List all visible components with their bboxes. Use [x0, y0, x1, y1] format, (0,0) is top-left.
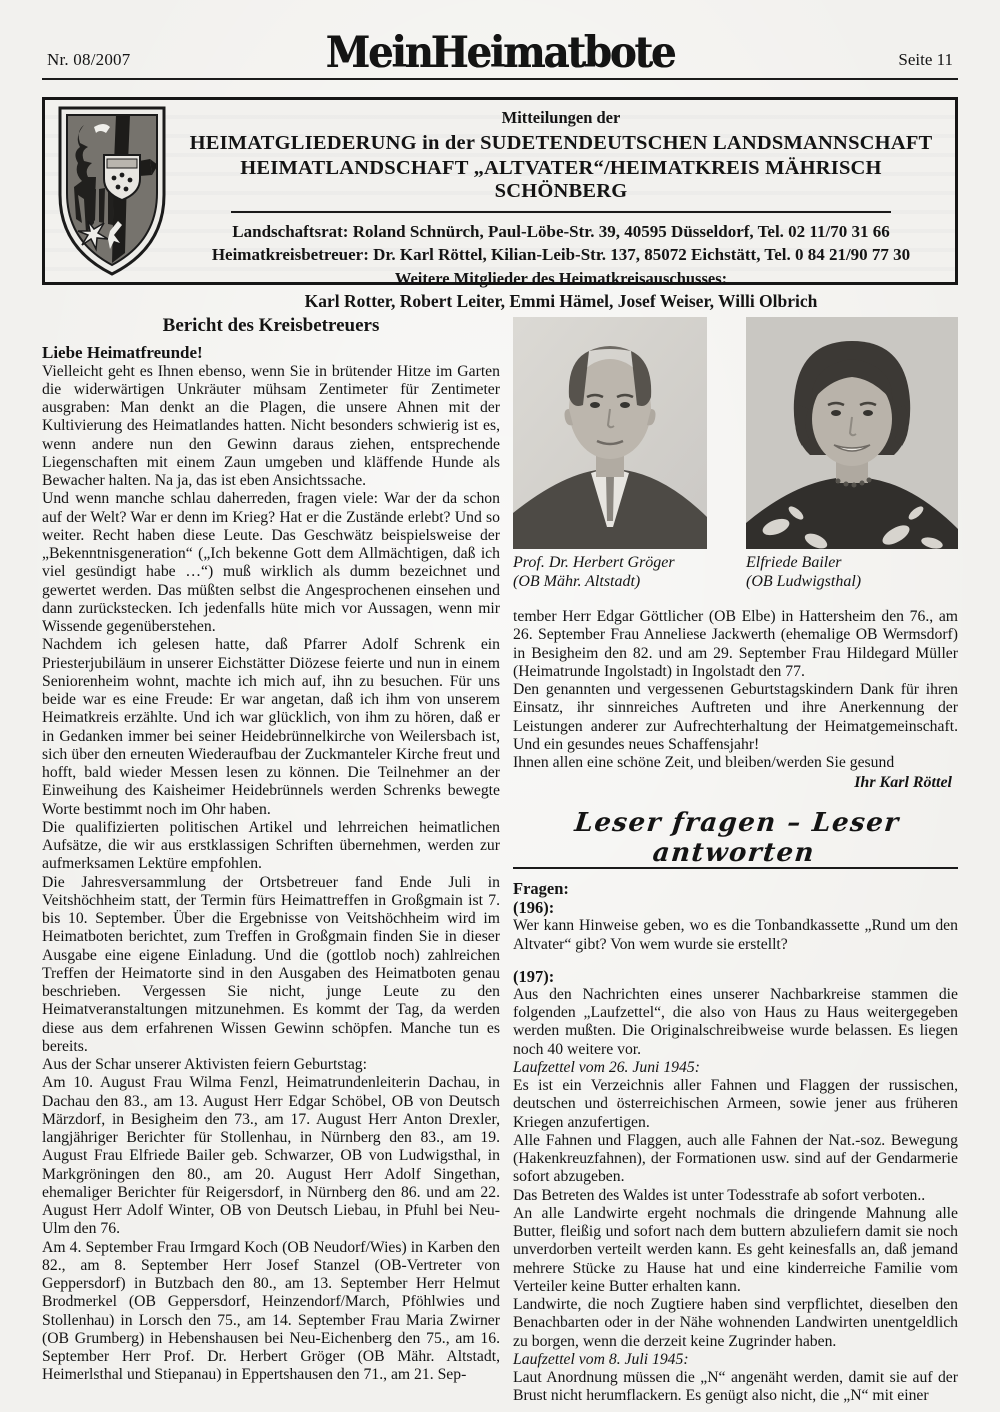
caption-bailer-name: Elfriede Bailer	[746, 554, 842, 571]
right-paragraph-thanks: Den genannten und vergessenen Geburtstagskindern Dank für ihren Einsatz, ihr sinnreiches Auftreten und ihre Anerkennung der Leistungen anderer zur Aufrechterhaltung der Heimatgemeinschaft. Und ein gesundes neues Schaffensjahr!	[513, 681, 958, 753]
laufzettel-1-paragraph: Alle Fahnen und Flaggen, auch alle Fahnen der Nat.-soz. Bewegung (Hakenkreuzfahnen), der Formationen usw. sind auf der Gendarmerie sofort abzugeben.	[513, 1131, 958, 1186]
right-column	[513, 315, 958, 1406]
laufzettel-1-label: Laufzettel vom 26. Juni 1945:	[513, 1058, 700, 1076]
laufzettel-2-paragraph: Laut Anordnung müssen die „N“ angenäht werden, damit sie auf der Brust nicht herumflackern. Es genügt also nicht, die „N“ mit einer	[513, 1369, 958, 1405]
info-members-list: Karl Rotter, Robert Leiter, Emmi Hämel, Josef Weiser, Willi Olbrich	[304, 291, 818, 311]
left-column	[42, 315, 500, 1406]
info-org-line2: HEIMATLANDSCHAFT „ALTVATER“/HEIMATKREIS MÄHRISCH SCHÖNBERG	[240, 157, 882, 202]
info-org-line1: HEIMATGLIEDERUNG in der SUDETENDEUTSCHEN LANDSMANNSCHAFT	[189, 132, 933, 154]
left-paragraph: Die Jahresversammlung der Ortsbetreuer fand Ende Juli in Veitshöchheim statt, der Termin fürs Heimattreffen in Großgmain ist 7. bis 10. September. Über die Ergebnisse von Veitshöchheim wird im Heimatboten berichtet, zum Treffen in Großgmain finden Sie in dieser Ausgabe eine eigene Einladung. Und die (gottlob noch) zahlreichen Treffen der Heimatorte sind in den Ausgaben des Heimatboten genau beschrieben. Vergessen Sie nicht, junge Leute zu den Heimatveranstaltungen mitzunehmen. Es kommt der Tag, da werden diese aus dem erfahrenen Wissen Gewinn schöpfen. Manche tun es bereits.	[42, 873, 500, 1055]
info-contact-heimatkreisbetreuer: Heimatkreisbetreuer: Dr. Karl Röttel, Kilian-Leib-Str. 137, 85072 Eichstätt, Tel. 0 84 21/90 77 30	[211, 245, 911, 264]
signature-karl-roettel: Ihr Karl Röttel	[854, 774, 952, 792]
association-info-box	[42, 97, 958, 311]
closing-line: Ihnen allen eine schöne Zeit, und bleiben/werden Sie gesund	[513, 754, 895, 771]
portrait-photo-bailer	[746, 317, 958, 549]
association-info-text	[173, 100, 955, 311]
left-paragraph: Die qualifizierten politischen Artikel und lehrreichen heimatlichen Aufsätze, die wir aus erstklassigen Schriften übernehmen, werden zur aufmerksamen Lektüre empfohlen.	[42, 818, 500, 873]
salutation: Liebe Heimatfreunde!	[42, 343, 203, 362]
left-paragraph-birthdays-september: Am 4. September Frau Irmgard Koch (OB Neudorf/Wies) in Karben den 82., am 8. September Herr Josef Stanzel (OB-Vertreter von Geppersdorf) in Butzbach den 80., am 13. September Herr Helmut Brodmerkel (OB Geppersdorf, Heinzendorf/March, Pföhlwies und Stollenhau) in Lorsch den 75., am 14. September Frau Maria Zwirner (OB Grumberg) in Hebenshausen bei Neu-Eichenberg den 75., am 16. September Herr Prof. Dr. Herbert Gröger (OB Mähr. Altstadt, Heimerlsthal und Stiepanau) in Eppertshausen den 71., am 21. Sep-	[42, 1238, 500, 1384]
left-paragraph-birthdays-intro: Aus der Schar unserer Aktivisten feiern Geburtstag:	[42, 1056, 367, 1073]
question-196-label: (196):	[513, 898, 555, 918]
laufzettel-1-paragraph: An alle Landwirte ergeht nochmals die dringende Mahnung alle Butter, fleißig und sofort nach dem buttern abzuliefern damit sie noch unverdorben verteilt werden kann. Es geht keinesfalls an, daß jemand mehrere Stücke zu Hause hat und eine kinderreiche Familie vom Verteiler keine Butter erhalten kann.	[513, 1204, 958, 1295]
issue-number: Nr. 08/2007	[47, 50, 131, 69]
info-subtitle: Mitteilungen der	[501, 108, 621, 127]
left-paragraph-birthdays-august: Am 10. August Frau Wilma Fenzl, Heimatrundenleiterin Dachau, in Dachau den 83., am 13. August Herr Edgar Schöbel, OB von Deutsch Märzdorf, in Besigheim den 73., am 17. August Herr Anton Drexler, langjähriger Berichter für Stollenhau, in Nürnberg den 83., am 19. August Frau Elfriede Bailer geb. Schwarzer, OB von Ludwigsthal, in Markgröningen den 80., am 20. August Herr Adolf Singethan, ehemaliger Berichter für Reigersdorf, in Nürnberg den 86. und am 22. August Herr Adolf Winter, OB von Deutsch Liebau, in Pfuhl bei Neu-Ulm den 76.	[42, 1074, 500, 1238]
portrait-photo-groeger	[513, 317, 707, 549]
section-heading-rule	[513, 808, 958, 869]
report-heading: Bericht des Kreisbetreuers	[162, 315, 380, 336]
article-columns	[42, 315, 958, 1406]
info-divider	[231, 211, 891, 213]
question-197-label: (197):	[513, 966, 555, 986]
question-196-text: Wer kann Hinweise geben, wo es die Tonbandkassette „Rund um den Altvater“ gibt? Von wem wurde sie erstellt?	[513, 917, 958, 953]
caption-bailer	[746, 553, 958, 591]
page-number: Seite 11	[898, 50, 953, 69]
crest-shield-icon	[45, 100, 173, 282]
laufzettel-2-label: Laufzettel vom 8. Juli 1945:	[513, 1350, 689, 1368]
section-heading-leser-fragen: Leser fragen – Leser antworten	[573, 808, 902, 869]
left-paragraph: Und wenn manche schlau daherreden, fragen viele: War der da schon auf der Welt? War er denn im Krieg? Hat er die Zustände erlebt? Und so weiter. Recht haben diese Leute. Das Geschwätz beispielsweise der „Bekenntnisgeneration“ („Ich bekenne Gott dem Allmächtigen, daß ich viel gesündigt habe …“) muß wirklich als dumm bezeichnet und gewertet werden. Das müßten selbst die Angesprochenen einsehen und dann zurückstecken. Ich jedenfalls hüte mich vor Aussagen, wenn mir Wissende gegenüberstehen.	[42, 490, 500, 635]
laufzettel-1-paragraph: Landwirte, die noch Zugtiere haben sind verpflichtet, dieselben den Benachbarten oder in der Nähe wohnenden Landwirten unentgeldlich zu borgen, wenn die derzeit keine Zugrinder haben.	[513, 1296, 958, 1350]
portrait-block-bailer	[746, 317, 958, 591]
laufzettel-1-paragraph: Es ist ein Verzeichnis aller Fahnen und Flaggen der russischen, deutschen und österreichischen Armeen, sowie jener aus früheren Kriegen anzufertigen.	[513, 1077, 958, 1131]
info-members-intro: Weitere Mitglieder des Heimatkreisauschusses:	[394, 269, 728, 288]
portrait-block-groeger	[513, 317, 707, 591]
caption-groeger	[513, 553, 707, 591]
caption-groeger-role: (OB Mähr. Altstadt)	[513, 573, 641, 590]
laufzettel-1-paragraph: Das Betreten des Waldes ist unter Todesstrafe ab sofort verboten..	[513, 1186, 926, 1204]
caption-bailer-role: (OB Ludwigsthal)	[746, 573, 862, 590]
masthead	[42, 0, 958, 80]
right-paragraph-birthdays: tember Herr Edgar Göttlicher (OB Elbe) in Hattersheim den 76., am 26. September Frau Anneliese Jackwerth (ehemalige OB Wermsdorf) in Besigheim den 82. und am 29. September Frau Hildegard Müller (Heimatrunde Ingolstadt) in Ingolstadt den 77.	[513, 608, 958, 680]
left-paragraph: Vielleicht geht es Ihnen ebenso, wenn Sie in brütender Hitze im Garten die widerwärtigen Unkräuter mühsam Zentimeter für Zentimeter ausgraben: Man denkt an die Plagen, die unsere Ahnen mit der Kultivierung des Heimatlandes hatten. Nicht besonders schwierig ist es, wenn andere nun den Gewinn daraus ziehen, entsprechende Liegenschaften mit einem Zaun umgeben und kläffende Hunde als Bewacher halten. Na ja, das ist eben Ansichtssache.	[42, 362, 500, 489]
question-197-intro: Aus den Nachrichten eines unserer Nachbarkreise stammen die folgenden „Laufzettel“, die also von Haus zu Haus weitergegeben werden mußten. Die Originalschreibweise wurde belassen. Es liegen noch 40 weitere vor.	[513, 985, 958, 1058]
left-paragraph: Nachdem ich gelesen hatte, daß Pfarrer Adolf Schrenk ein Priesterjubiläum in unserer Eichstätter Diözese feierte und nun in einem Seniorenheim wohnt, machte ich mich auf, ihn zu besuchen. Für uns beide war es eine Freude: Er war angetan, daß ich ihm von unserem Heimatkreis erzählte. Und ich war glücklich, von ihm zu hören, daß er in Gedanken immer bei seiner Heidebrünnelkirche von Weilersbach ist, sich über den erneuten Wiederaufbau der Zuckmanteler Kirche freut und hofft, bald wieder Messen lesen zu können. Die Teilnehmer an der Einweihung des Kaisheimer Heidebrünnels werden Schrenks bewegte Worte bestimmt noch im Ohr haben.	[42, 636, 500, 818]
fragen-label: Fragen:	[513, 879, 569, 899]
masthead-logo: Mein Heimatbote	[325, 27, 675, 78]
info-contact-landschaftsrat: Landschaftsrat: Roland Schnürch, Paul-Löbe-Str. 39, 40595 Düsseldorf, Tel. 02 11/70 31 66	[232, 222, 890, 241]
portrait-photos	[513, 317, 958, 591]
caption-groeger-name: Prof. Dr. Herbert Gröger	[513, 554, 675, 571]
